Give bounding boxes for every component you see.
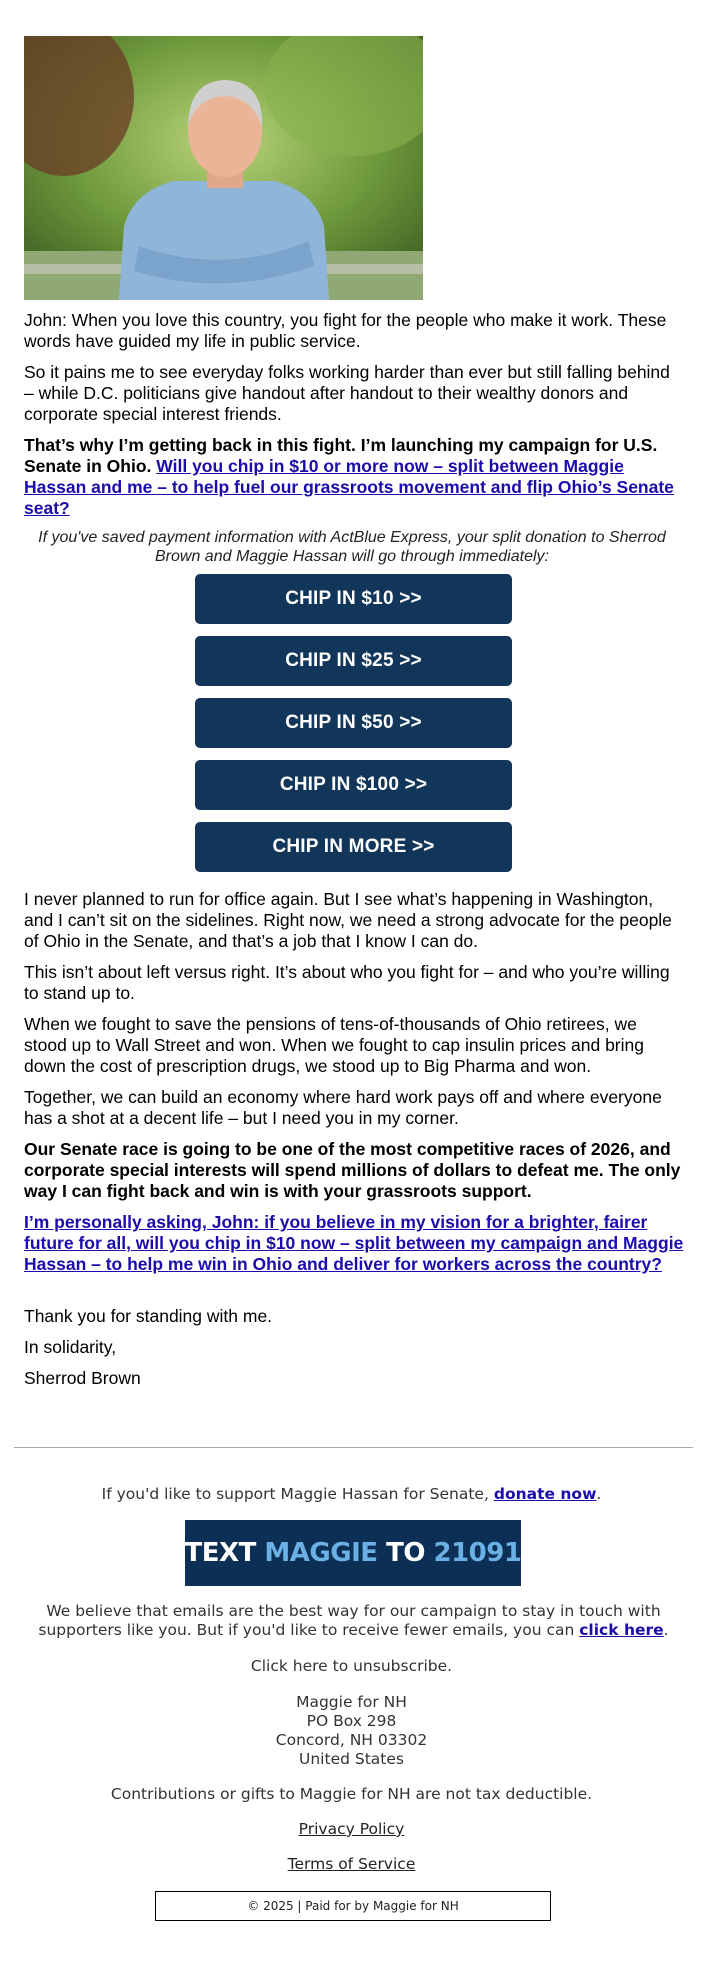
- body-paragraph-2: This isn’t about left versus right. It’s about who you fight for – and who you’re willing to stand up to.: [24, 962, 670, 1003]
- chip-in-25-button[interactable]: CHIP IN $25 >>: [195, 636, 512, 686]
- address-line-2: PO Box 298: [306, 1712, 397, 1730]
- address-line-1: Maggie for NH: [296, 1693, 407, 1711]
- ask-paragraph-2: [24, 1212, 684, 1275]
- support-line: If you'd like to support Maggie Hassan for Senate, donate now.: [101, 1485, 602, 1503]
- chip-in-more-button[interactable]: CHIP IN MORE >>: [195, 822, 512, 872]
- personal-ask-donate-link[interactable]: I’m personally asking, John: if you believe in my vision for a brighter, fairer future for all, will you chip in $10 now – split between my campaign and Maggie Hassan – to help me win in Ohio and deliver for workers across the country?: [24, 1212, 684, 1274]
- privacy-row: [0, 1820, 703, 1839]
- hero-photo: [24, 36, 423, 300]
- tax-note: Contributions or gifts to Maggie for NH are not tax deductible.: [110, 1785, 593, 1803]
- banner-keyword: MAGGIE: [264, 1538, 378, 1568]
- ask-paragraph: [24, 435, 684, 519]
- closing-solidarity: In solidarity,: [24, 1337, 117, 1357]
- body-paragraph-4: Together, we can build an economy where hard work pays off and where everyone has a shot at a decent life – but I need you in my corner.: [24, 1087, 662, 1128]
- bold-paragraph: Our Senate race is going to be one of the most competitive races of 2026, and corporate special interests will spend millions of dollars to defeat me. The only way I can fight back and win is with your grassroots support.: [24, 1139, 681, 1201]
- donate-now-link[interactable]: donate now: [493, 1485, 597, 1503]
- chip-in-10-button[interactable]: CHIP IN $10 >>: [195, 574, 512, 624]
- email-frequency-note: We believe that emails are the best way for our campaign to stay in touch with supporters like you. But if you'd like to receive fewer emails, you can click here.: [38, 1602, 669, 1639]
- support-text: If you'd like to support Maggie Hassan for Senate,: [101, 1485, 489, 1503]
- address-line-3: Concord, NH 03302: [275, 1731, 428, 1749]
- ask-donate-link[interactable]: Will you chip in $10 or more now – split between Maggie Hassan and me – to help fuel our grassroots movement and flip Ohio’s Senate seat?: [24, 456, 674, 518]
- body-paragraph-3: When we fought to save the pensions of tens-of-thousands of Ohio retirees, we stood up to Wall Street and won. When we fought to cap insulin prices and bring down the cost of prescription drugs, we stood up to Big Pharma and won.: [24, 1014, 644, 1076]
- closing-thanks: Thank you for standing with me.: [24, 1306, 273, 1326]
- copyright-box: © 2025 | Paid for by Maggie for NH: [155, 1891, 551, 1921]
- chip-in-50-button[interactable]: CHIP IN $50 >>: [195, 698, 512, 748]
- body-paragraph-1: I never planned to run for office again. But I see what’s happening in Washington, and I can’t sit on the sidelines. Right now, we need a strong advocate for the people of Ohio in the Senate, and that’s a job that I know I can do.: [24, 889, 672, 951]
- address-line-4: United States: [299, 1750, 404, 1768]
- signature-name: Sherrod Brown: [24, 1368, 141, 1388]
- banner-short-code: 21091: [433, 1538, 522, 1568]
- ask-bold-text: That’s why I’m getting back in this fight. I’m launching my campaign for U.S. Senate in Ohio.: [24, 435, 658, 476]
- portrait-image: [24, 36, 423, 300]
- banner-to-word: TO: [386, 1538, 425, 1568]
- chip-in-100-button[interactable]: CHIP IN $100 >>: [195, 760, 512, 810]
- intro-paragraph-1: John: When you love this country, you fight for the people who make it work. These words have guided my life in public service.: [24, 310, 667, 351]
- terms-row: [0, 1855, 703, 1874]
- banner-text-word: TEXT: [184, 1538, 256, 1568]
- actblue-express-note: If you've saved payment information with ActBlue Express, your split donation to Sherrod Brown and Maggie Hassan will go through immediately:: [38, 529, 666, 565]
- footer-divider: [14, 1447, 693, 1448]
- email-frequency-text: We believe that emails are the best way for our campaign to stay in touch with supporters like you. But if you'd like to receive fewer emails, you can: [38, 1602, 661, 1639]
- unsubscribe-link[interactable]: Click here to unsubscribe.: [250, 1657, 453, 1675]
- fewer-emails-link[interactable]: click here: [579, 1621, 664, 1639]
- privacy-policy-link[interactable]: Privacy Policy: [298, 1820, 405, 1838]
- terms-of-service-link[interactable]: Terms of Service: [287, 1855, 416, 1873]
- text-maggie-banner[interactable]: [185, 1520, 521, 1586]
- intro-paragraph-2: So it pains me to see everyday folks working harder than ever but still falling behind – while D.C. politicians give handout after handout to their wealthy donors and corporate special interest friends.: [24, 362, 670, 424]
